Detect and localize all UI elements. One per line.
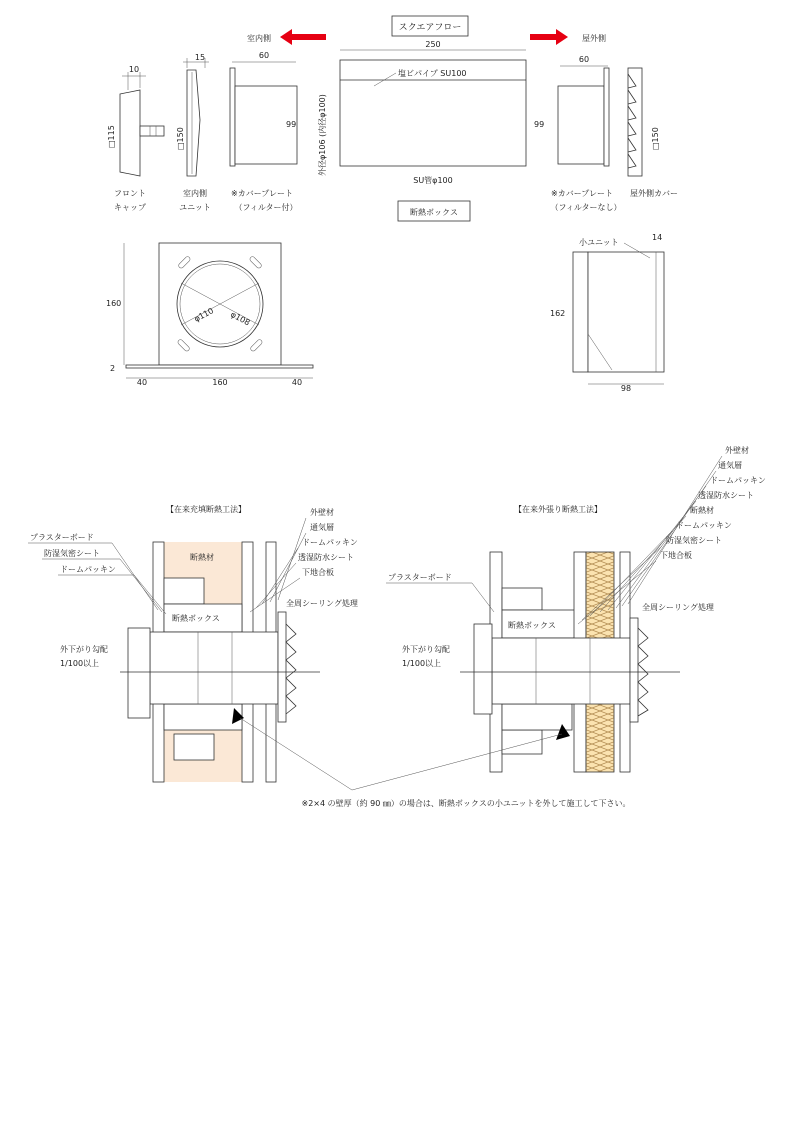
front-cap-label-1: フロント (114, 189, 146, 198)
cover-filter-label-1: ※カバープレート (231, 189, 293, 198)
small-unit-98-dim: 98 (620, 384, 632, 393)
right-wall-section (460, 552, 680, 772)
front-40r-dim: 40 (291, 378, 303, 387)
left-rlabel-2: ドームパッキン (302, 538, 358, 547)
outdoor-cover-part (628, 68, 642, 176)
right-sealing-label: 全周シーリング処理 (642, 603, 714, 612)
phi110-label: φ110 (192, 306, 216, 324)
pipe-bottom-label: SU管φ100 (413, 176, 453, 185)
cover-nofilter-label-1: ※カバープレート (551, 189, 613, 198)
small-unit-label: 小ユニット (579, 238, 619, 247)
left-rlabel-3: 透湿防水シート (298, 553, 354, 562)
left-box-label: 断熱ボックス (172, 614, 220, 623)
left-sealing-label: 全周シーリング処理 (286, 599, 358, 608)
front-cap-label-2: キャップ (114, 203, 146, 212)
small-unit-view (573, 252, 664, 372)
front-2-dim: 2 (110, 364, 116, 373)
box-label: 断熱ボックス (410, 208, 458, 217)
plate-width-dim: 60 (258, 51, 270, 60)
left-slope-label-1: 外下がり勾配 (60, 645, 108, 654)
indoor-label: 室内側 (247, 34, 271, 43)
right-plaster-label: プラスターボード (388, 573, 452, 582)
left-labels-left (28, 533, 166, 614)
pipe-side-label: 外径φ106 (内径φ100) (318, 94, 327, 176)
footnote: ※2×4 の壁厚（約 90 ㎜）の場合は、断熱ボックスの小ユニットを外して施工して下さい。 (301, 799, 631, 808)
box-front-view (126, 243, 313, 368)
small-unit-162-dim: 162 (550, 309, 566, 318)
right-rlabel-6: 防湿気密シート (666, 536, 722, 545)
left-rlabel-0: 外壁材 (310, 508, 334, 517)
plate-height-dim: 99 (286, 120, 297, 129)
phi108-label: φ108 (229, 309, 252, 328)
product-name: スクエアフロー (398, 23, 462, 33)
left-rlabel-4: 下地合板 (302, 568, 334, 577)
left-label-2: ドームパッキン (60, 565, 116, 574)
cover-plate-nofilter-part (558, 68, 609, 166)
outdoor-cover-label: 屋外側カバー (630, 189, 678, 198)
right-rlabel-2: ドームパッキン (710, 476, 766, 485)
cap-depth-dim: 10 (128, 65, 140, 74)
left-insulation-label: 断熱材 (190, 553, 214, 562)
left-rlabel-1: 通気層 (310, 523, 334, 532)
plate2-width-dim: 60 (578, 55, 590, 64)
indoor-unit-label-2: ユニット (179, 203, 211, 212)
right-slope-label-2: 1/100以上 (402, 659, 442, 668)
right-rlabel-7: 下地合板 (660, 551, 692, 560)
left-slope-label-2: 1/100以上 (60, 659, 100, 668)
pipe-top-label: 塩ビパイプ SU100 (398, 69, 467, 78)
cover-plate-filter-part (230, 68, 297, 166)
left-wall-section (120, 542, 320, 782)
indoor-unit-label-1: 室内側 (183, 189, 207, 198)
right-rlabel-0: 外壁材 (725, 446, 749, 455)
small-unit-14-dim: 14 (652, 233, 663, 242)
cap-size-dim: □115 (107, 125, 116, 148)
unit-size-dim: □150 (176, 127, 185, 150)
right-rlabel-4: 断熱材 (690, 506, 714, 515)
front-160h-dim: 160 (212, 378, 228, 387)
right-rlabel-1: 通気層 (718, 461, 742, 470)
right-box-label: 断熱ボックス (508, 621, 556, 630)
cover-nofilter-label-2: （フィルターなし） (550, 203, 622, 212)
plate2-height-dim: 99 (534, 120, 545, 129)
cover-size-dim: □150 (651, 127, 660, 150)
front-40l-dim: 40 (136, 378, 148, 387)
indoor-arrow-icon (280, 29, 326, 45)
right-slope-label-1: 外下がり勾配 (402, 645, 450, 654)
right-section-title: 【在来外張り断熱工法】 (514, 505, 602, 514)
outdoor-arrow-icon (530, 29, 568, 45)
right-rlabel-3: 透湿防水シート (698, 491, 754, 500)
right-rlabel-5: ドームパッキン (676, 521, 732, 530)
front-height-dim: 160 (106, 299, 122, 308)
pipe-length-dim: 250 (425, 40, 441, 49)
cover-filter-label-2: （フィルター付） (234, 203, 298, 212)
outdoor-label: 屋外側 (582, 34, 606, 43)
indoor-unit-part (187, 70, 200, 176)
left-section-title: 【在来充填断熱工法】 (166, 505, 246, 514)
front-cap-part (120, 90, 164, 176)
unit-depth-dim: 15 (194, 53, 206, 62)
left-label-0: プラスターボード (30, 533, 94, 542)
left-label-1: 防湿気密シート (44, 549, 100, 558)
